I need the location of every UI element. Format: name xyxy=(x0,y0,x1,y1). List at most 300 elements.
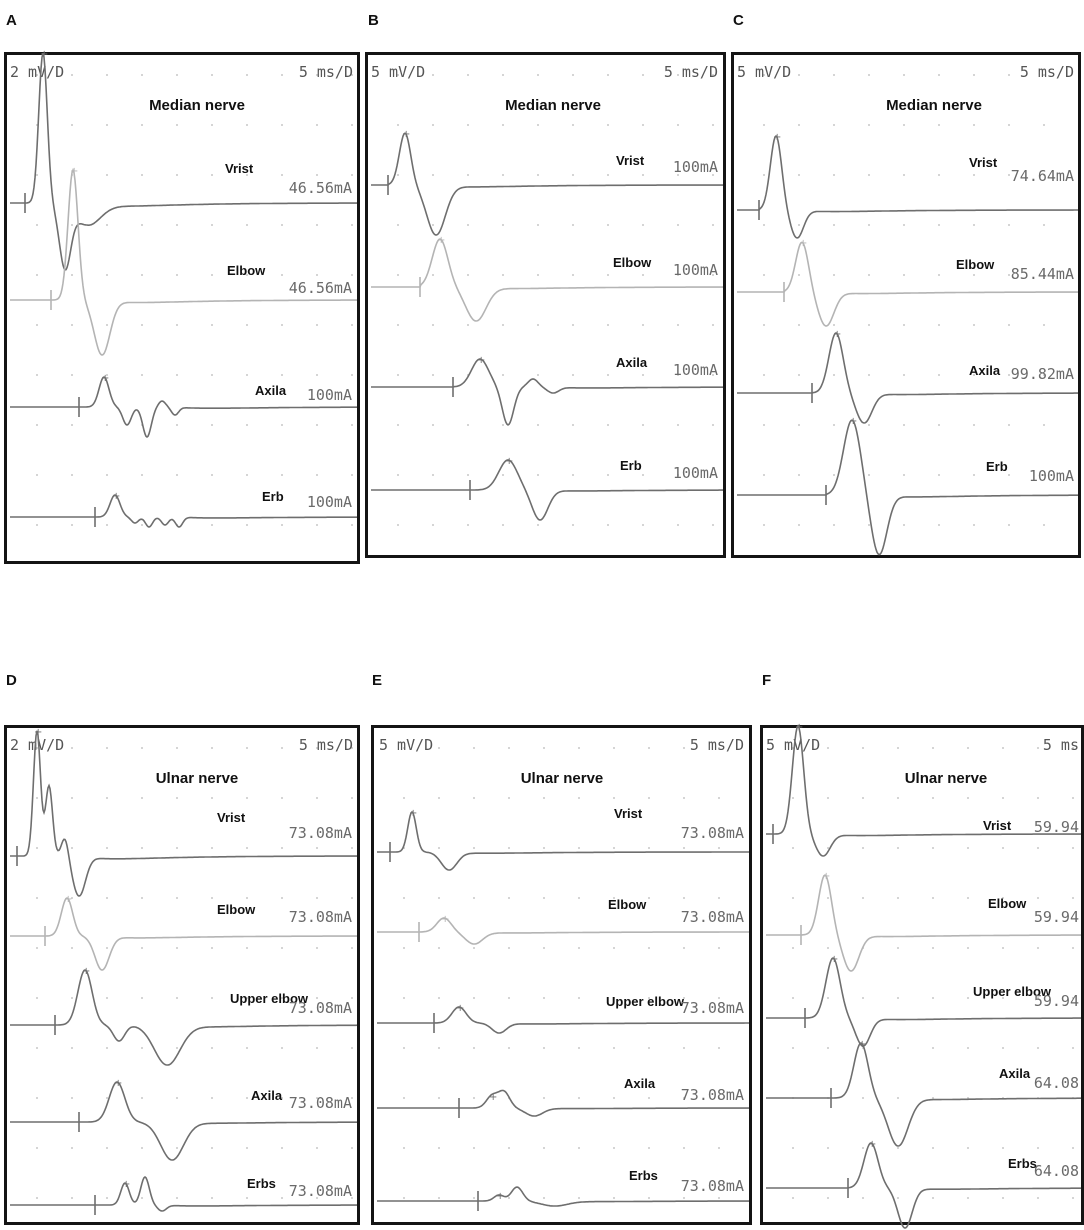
grid-dots xyxy=(403,747,720,1199)
grid-dot xyxy=(281,324,283,326)
grid-dot xyxy=(607,74,609,76)
grid-dot xyxy=(467,274,469,276)
grid-dot xyxy=(71,997,73,999)
grid-dot xyxy=(467,474,469,476)
volt-scale-label: 2 mV/D xyxy=(10,736,65,754)
intensity-value: 73.08mA xyxy=(680,999,744,1017)
grid-dot xyxy=(718,847,720,849)
grid-dot xyxy=(868,374,870,376)
site-label: Axila xyxy=(624,1076,656,1091)
grid-dot xyxy=(932,797,934,799)
grid-dot xyxy=(613,1047,615,1049)
grid-dot xyxy=(176,747,178,749)
grid-dot xyxy=(862,1097,864,1099)
grid-dot xyxy=(473,1147,475,1149)
grid-dot xyxy=(106,1147,108,1149)
site-label: Elbow xyxy=(217,902,256,917)
intensity-value: 100mA xyxy=(672,158,718,176)
site-label: Upper elbow xyxy=(230,991,309,1006)
volt-scale-label: 5 mV/D xyxy=(379,736,434,754)
grid-dot xyxy=(862,797,864,799)
grid-dot xyxy=(36,947,38,949)
grid-dot xyxy=(438,847,440,849)
trace-3 xyxy=(10,373,357,437)
grid-dot xyxy=(897,747,899,749)
grid-dot xyxy=(897,997,899,999)
trace-4 xyxy=(10,489,357,527)
grid-dot xyxy=(572,374,574,376)
grid-dot xyxy=(1008,74,1010,76)
grid-dot xyxy=(543,1147,545,1149)
trace-5 xyxy=(766,1139,1081,1228)
grid-dot xyxy=(683,797,685,799)
panel-d xyxy=(4,725,360,1225)
grid-dot xyxy=(403,1147,405,1149)
peak-cursor: + xyxy=(114,1078,123,1089)
panel-b xyxy=(365,52,726,558)
grid-dot xyxy=(432,324,434,326)
grid-dot xyxy=(897,797,899,799)
grid-dot xyxy=(868,174,870,176)
site-label: Elbow xyxy=(227,263,266,278)
grid-dot xyxy=(432,124,434,126)
grid-dot xyxy=(71,274,73,276)
grid-dot xyxy=(903,124,905,126)
grid-dot xyxy=(246,1047,248,1049)
peak-cursor: + xyxy=(830,954,839,965)
grid-dot xyxy=(792,847,794,849)
grid-dot xyxy=(712,424,714,426)
grid-dot xyxy=(71,747,73,749)
waveform-line xyxy=(737,136,1078,238)
grid-dot xyxy=(281,847,283,849)
grid-dot xyxy=(351,174,353,176)
grid-dot xyxy=(432,274,434,276)
grid-dot xyxy=(403,1197,405,1199)
grid-dot xyxy=(438,747,440,749)
grid-dot xyxy=(1008,324,1010,326)
grid-dot xyxy=(712,324,714,326)
grid-dot xyxy=(71,847,73,849)
grid-dot xyxy=(397,474,399,476)
grid-dot xyxy=(281,1197,283,1199)
grid-dot xyxy=(508,897,510,899)
grid-dot xyxy=(211,997,213,999)
intensity-value: 74.64mA xyxy=(1010,167,1074,185)
grid-dot xyxy=(648,1147,650,1149)
panel-e-plot xyxy=(374,728,749,1222)
trace-1 xyxy=(10,49,357,270)
grid-dot xyxy=(403,797,405,799)
grid-dot xyxy=(36,1097,38,1099)
grid-dot xyxy=(141,224,143,226)
grid-dot xyxy=(763,124,765,126)
grid-dot xyxy=(36,224,38,226)
grid-dot xyxy=(467,324,469,326)
grid-dot xyxy=(246,947,248,949)
grid-dot xyxy=(36,524,38,526)
grid-dot xyxy=(903,174,905,176)
grid-dot xyxy=(973,424,975,426)
grid-dot xyxy=(246,797,248,799)
peak-cursor: + xyxy=(489,1092,498,1103)
waveform-line xyxy=(10,970,357,1065)
trace-2 xyxy=(737,238,1078,326)
grid-dot xyxy=(281,224,283,226)
grid-dot xyxy=(473,997,475,999)
grid-dot xyxy=(36,897,38,899)
grid-dot xyxy=(316,224,318,226)
grid-dot xyxy=(502,374,504,376)
grid-dot xyxy=(1043,224,1045,226)
grid-dot xyxy=(648,897,650,899)
grid-dot xyxy=(71,374,73,376)
grid-dot xyxy=(1037,797,1039,799)
grid-dot xyxy=(607,524,609,526)
grid-dot xyxy=(246,74,248,76)
grid-dot xyxy=(938,124,940,126)
grid-dot xyxy=(578,797,580,799)
trace-4 xyxy=(766,1039,1081,1146)
grid-dot xyxy=(677,324,679,326)
grid-dot xyxy=(677,524,679,526)
panel-c xyxy=(731,52,1081,558)
intensity-value: 59.94 xyxy=(1033,818,1079,836)
peak-cursor: + xyxy=(505,456,514,467)
grid-dot xyxy=(868,324,870,326)
grid-dot xyxy=(432,374,434,376)
grid-dot xyxy=(176,174,178,176)
grid-dot xyxy=(543,847,545,849)
grid-dot xyxy=(508,1047,510,1049)
trace-3 xyxy=(377,994,749,1033)
grid-dot xyxy=(763,374,765,376)
trace-5 xyxy=(10,1176,357,1215)
panel-title: Median nerve xyxy=(149,97,245,114)
grid-dot xyxy=(246,1197,248,1199)
site-label: Vrist xyxy=(614,806,643,821)
grid-dot xyxy=(613,1197,615,1199)
grid-dot xyxy=(36,274,38,276)
grid-dot xyxy=(1002,947,1004,949)
panel-f-plot xyxy=(763,722,1081,1222)
time-scale-label: 5 ms/D xyxy=(298,63,353,81)
grid-dot xyxy=(1043,524,1045,526)
grid-dot xyxy=(572,474,574,476)
grid-dot xyxy=(432,474,434,476)
grid-dot xyxy=(508,847,510,849)
grid-dot xyxy=(1008,224,1010,226)
grid-dot xyxy=(932,997,934,999)
grid-dot xyxy=(106,224,108,226)
site-label: Erb xyxy=(620,458,642,473)
grid-dot xyxy=(211,797,213,799)
grid-dot xyxy=(897,897,899,899)
grid-dot xyxy=(397,124,399,126)
grid-dot xyxy=(351,374,353,376)
grid-dot xyxy=(938,424,940,426)
grid-dot xyxy=(351,524,353,526)
trace-1 xyxy=(737,132,1078,238)
grid-dot xyxy=(543,947,545,949)
grid-dot xyxy=(502,324,504,326)
grid-dot xyxy=(246,374,248,376)
grid-dot xyxy=(106,847,108,849)
grid-dot xyxy=(903,224,905,226)
grid-dot xyxy=(718,947,720,949)
grid-dot xyxy=(467,224,469,226)
site-label: Upper elbow xyxy=(973,984,1052,999)
grid-dot xyxy=(141,374,143,376)
grid-dot xyxy=(316,374,318,376)
grid-dot xyxy=(211,847,213,849)
grid-dot xyxy=(71,1097,73,1099)
grid-dot xyxy=(438,947,440,949)
grid-dot xyxy=(106,424,108,426)
grid-dot xyxy=(572,174,574,176)
grid-dot xyxy=(403,947,405,949)
site-label: Axila xyxy=(999,1066,1031,1081)
grid-dot xyxy=(211,324,213,326)
grid-dot xyxy=(467,124,469,126)
waveform-line xyxy=(371,239,723,321)
grid-dot xyxy=(792,997,794,999)
grid-dot xyxy=(502,124,504,126)
panel-c-plot xyxy=(734,55,1078,555)
grid-dots xyxy=(792,747,1074,1199)
site-label: Erb xyxy=(986,459,1008,474)
grid-dot xyxy=(833,174,835,176)
panel-b-plot xyxy=(368,55,723,555)
grid-dot xyxy=(763,324,765,326)
panel-a xyxy=(4,49,360,564)
grid-dot xyxy=(718,1197,720,1199)
grid-dot xyxy=(763,474,765,476)
grid-dot xyxy=(211,374,213,376)
grid-dot xyxy=(176,1147,178,1149)
waveform-line xyxy=(371,359,723,425)
grid-dot xyxy=(71,424,73,426)
trace-3 xyxy=(766,954,1081,1046)
grid-dot xyxy=(316,474,318,476)
grid-dot xyxy=(862,847,864,849)
grid-dot xyxy=(36,424,38,426)
grid-dot xyxy=(613,747,615,749)
grid-dot xyxy=(868,224,870,226)
panel-title: Ulnar nerve xyxy=(155,770,239,787)
grid-dot xyxy=(792,1047,794,1049)
trace-4 xyxy=(737,416,1078,555)
trace-2 xyxy=(377,897,749,944)
grid-dot xyxy=(868,124,870,126)
grid-dot xyxy=(316,797,318,799)
grid-dot xyxy=(833,424,835,426)
grid-dot xyxy=(281,524,283,526)
panel-letter-b: B xyxy=(368,12,379,29)
grid-dot xyxy=(106,1097,108,1099)
grid-dot xyxy=(798,524,800,526)
grid-dot xyxy=(106,1047,108,1049)
grid-dot xyxy=(613,847,615,849)
grid-dot xyxy=(642,174,644,176)
intensity-value: 64.08 xyxy=(1033,1162,1079,1180)
waveform-line xyxy=(766,1043,1081,1146)
grid-dot xyxy=(827,997,829,999)
grid-dot xyxy=(642,324,644,326)
grid-dot xyxy=(903,274,905,276)
grid-dot xyxy=(833,324,835,326)
grid-dot xyxy=(1037,1147,1039,1149)
grid-dot xyxy=(1002,1147,1004,1149)
grid-dot xyxy=(932,947,934,949)
panel-f xyxy=(760,722,1084,1225)
grid-dot xyxy=(36,1147,38,1149)
grid-dot xyxy=(316,947,318,949)
peak-cursor: + xyxy=(496,1191,505,1202)
grid-dot xyxy=(932,897,934,899)
grid-dot xyxy=(397,274,399,276)
grid-dot xyxy=(1072,947,1074,949)
grid-dot xyxy=(973,124,975,126)
grid-dot xyxy=(211,1197,213,1199)
grid-dot xyxy=(543,747,545,749)
grid-dot xyxy=(798,124,800,126)
grid-dot xyxy=(642,474,644,476)
grid-dot xyxy=(1072,847,1074,849)
grid-dot xyxy=(798,374,800,376)
grid-dot xyxy=(868,74,870,76)
grid-dot xyxy=(938,474,940,476)
grid-dot xyxy=(1072,1197,1074,1199)
grid-dot xyxy=(438,1047,440,1049)
grid-dot xyxy=(1002,1047,1004,1049)
grid-dot xyxy=(973,524,975,526)
grid-dot xyxy=(438,797,440,799)
grid-dot xyxy=(473,897,475,899)
grid-dot xyxy=(351,1047,353,1049)
trace-3 xyxy=(10,966,357,1065)
grid-dot xyxy=(1072,1147,1074,1149)
grid-dot xyxy=(718,797,720,799)
site-label: Vrist xyxy=(217,810,246,825)
grid-dot xyxy=(246,224,248,226)
grid-dot xyxy=(683,947,685,949)
grid-dot xyxy=(508,1197,510,1199)
grid-dot xyxy=(543,1047,545,1049)
grid-dot xyxy=(71,474,73,476)
grid-dot xyxy=(141,74,143,76)
grid-dot xyxy=(1008,274,1010,276)
intensity-value: 73.08mA xyxy=(680,908,744,926)
panel-title: Ulnar nerve xyxy=(520,770,604,787)
grid-dot xyxy=(508,747,510,749)
grid-dot xyxy=(106,74,108,76)
site-label: Elbow xyxy=(956,257,995,272)
grid-dot xyxy=(967,847,969,849)
grid-dot xyxy=(607,274,609,276)
intensity-value: 100mA xyxy=(306,386,352,404)
grid-dot xyxy=(71,124,73,126)
grid-dot xyxy=(106,174,108,176)
grid-dot xyxy=(833,474,835,476)
grid-dot xyxy=(432,524,434,526)
grid-dot xyxy=(572,324,574,326)
grid-dot xyxy=(973,474,975,476)
grid-dot xyxy=(176,797,178,799)
waveform-line xyxy=(371,460,723,520)
intensity-value: 46.56mA xyxy=(288,179,352,197)
grid-dot xyxy=(1037,1047,1039,1049)
site-label: Erbs xyxy=(247,1176,276,1191)
grid-dot xyxy=(763,274,765,276)
grid-dot xyxy=(932,747,934,749)
grid-dot xyxy=(833,274,835,276)
grid-dot xyxy=(1008,174,1010,176)
grid-dot xyxy=(281,424,283,426)
peak-cursor: + xyxy=(822,871,831,882)
peak-cursor: + xyxy=(34,727,43,738)
grid-dot xyxy=(578,1197,580,1199)
grid-dot xyxy=(36,1197,38,1199)
intensity-value: 73.08mA xyxy=(288,824,352,842)
grid-dot xyxy=(141,1047,143,1049)
grid-dot xyxy=(71,1047,73,1049)
grid-dot xyxy=(1037,747,1039,749)
grid-dot xyxy=(938,74,940,76)
grid-dot xyxy=(1002,847,1004,849)
grid-dot xyxy=(607,374,609,376)
grid-dot xyxy=(897,847,899,849)
grid-dot xyxy=(36,997,38,999)
grid-dot xyxy=(211,174,213,176)
grid-dot xyxy=(827,1047,829,1049)
grid-dot xyxy=(397,424,399,426)
grid-dot xyxy=(862,997,864,999)
grid-dot xyxy=(176,1097,178,1099)
grid-dot xyxy=(281,1047,283,1049)
grid-dot xyxy=(798,224,800,226)
site-label: Vrist xyxy=(616,153,645,168)
grid-dot xyxy=(467,524,469,526)
grid-dot xyxy=(938,324,940,326)
grid-dot xyxy=(473,1197,475,1199)
volt-scale-label: 2 mV/D xyxy=(10,63,65,81)
trace-3 xyxy=(737,329,1078,423)
waveform-line xyxy=(737,242,1078,326)
grid-dot xyxy=(211,274,213,276)
panel-title: Median nerve xyxy=(505,97,601,114)
grid-dot xyxy=(763,424,765,426)
grid-dot xyxy=(973,274,975,276)
peak-cursor: + xyxy=(82,966,91,977)
waveform-line xyxy=(10,377,357,437)
grid-dot xyxy=(502,424,504,426)
grid-dot xyxy=(648,947,650,949)
grid-dot xyxy=(281,1147,283,1149)
grid-dot xyxy=(572,74,574,76)
grid-dot xyxy=(502,74,504,76)
grid-dot xyxy=(833,74,835,76)
grid-dot xyxy=(578,1097,580,1099)
grid-dot xyxy=(683,847,685,849)
grid-dot xyxy=(607,474,609,476)
grid-dot xyxy=(607,224,609,226)
volt-scale-label: 5 mV/D xyxy=(766,736,821,754)
grid-dot xyxy=(798,174,800,176)
intensity-value: 85.44mA xyxy=(1010,265,1074,283)
peak-cursor: + xyxy=(101,373,110,384)
grid-dot xyxy=(403,997,405,999)
